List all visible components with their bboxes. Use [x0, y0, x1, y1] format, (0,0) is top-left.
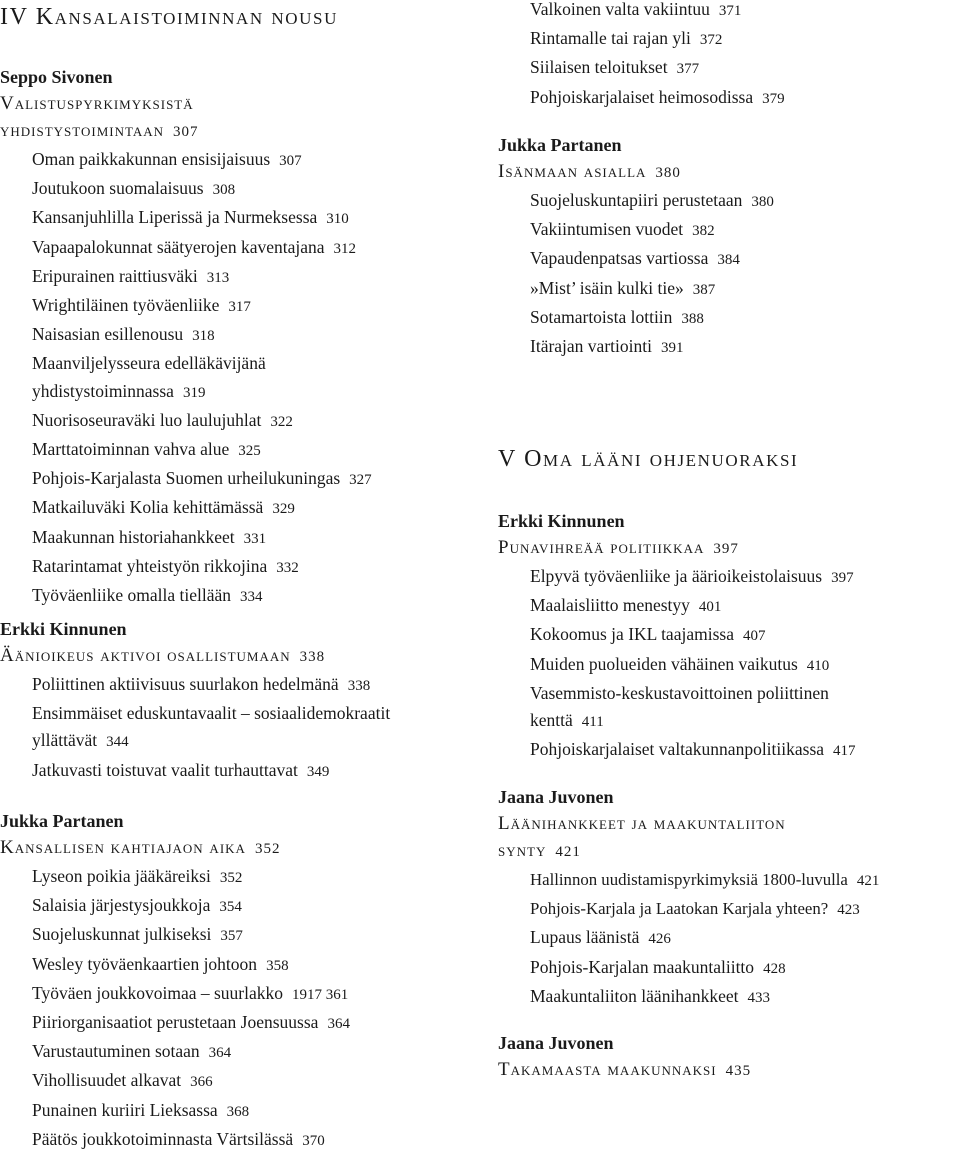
- toc-entry[interactable]: Muiden puolueiden vähäinen vaikutus 410: [530, 653, 830, 674]
- toc-section: [498, 132, 774, 362]
- toc-entry[interactable]: Itärajan vartiointi 391: [530, 336, 684, 357]
- toc-entry[interactable]: Kokoomus ja IKL taajamissa 407: [530, 624, 766, 645]
- toc-entry[interactable]: Joutukoon suomalaisuus 308: [32, 178, 236, 199]
- toc-entry[interactable]: Kansanjuhlilla Liperissä ja Nurmeksessa 310: [32, 207, 349, 228]
- entry-list: [498, 187, 774, 362]
- toc-section: [498, 784, 879, 1012]
- toc-entry[interactable]: Oman paikkakunnan ensisijaisuus 307: [32, 149, 302, 169]
- toc-entry[interactable]: Marttatoiminnan vahva alue 325: [32, 439, 261, 460]
- toc-entry[interactable]: Pohjois-Karjalan maakuntaliitto 428: [530, 956, 786, 977]
- author-name: Jukka Partanen: [0, 811, 124, 831]
- entry-list: [498, 866, 879, 1012]
- toc-entry[interactable]: Nuorisoseuraväki luo laulujuhlat 322: [32, 409, 293, 430]
- toc-entry[interactable]: Poliittinen aktiivisuus suurlakon hedelmänä 338: [32, 674, 371, 694]
- toc-entry[interactable]: Pohjois-Karjala ja Laatokan Karjala yhteen? 423: [530, 899, 860, 919]
- toc-entry[interactable]: Valkoinen valta vakiintuu 371: [530, 0, 742, 19]
- toc-entry[interactable]: Wesley työväenkaartien johtoon 358: [32, 953, 289, 974]
- chapter-title: Kansallisen kahtiajaon aika 352: [0, 837, 281, 858]
- page-number: 421: [555, 844, 581, 860]
- toc-entry[interactable]: kenttä 411: [530, 710, 604, 731]
- author-name: Seppo Sivonen: [0, 67, 113, 87]
- entry-list: [498, 563, 856, 765]
- entry-list: [530, 0, 785, 113]
- toc-entry[interactable]: Maakunnan historiahankkeet 331: [32, 526, 267, 547]
- toc-entry[interactable]: Päätös joukkotoiminnasta Värtsilässä 370: [32, 1128, 325, 1149]
- author-name: Jukka Partanen: [498, 135, 622, 155]
- toc-entry[interactable]: Salaisia järjestysjoukkoja 354: [32, 895, 242, 916]
- toc-entry[interactable]: Wrightiläinen työväenliike 317: [32, 295, 251, 316]
- toc-section: [498, 508, 856, 765]
- toc-entry[interactable]: Matkailuväki Kolia kehittämässä 329: [32, 497, 295, 518]
- toc-section: [0, 64, 372, 611]
- entry-list: [0, 863, 350, 1155]
- author-name: Erkki Kinnunen: [498, 511, 625, 531]
- toc-entry[interactable]: Ensimmäiset eduskuntavaalit – sosiaalidemokraatit: [32, 703, 391, 724]
- chapter-title: Läänihankkeet ja maakuntaliiton: [498, 813, 786, 834]
- toc-entry[interactable]: Ratarintamat yhteistyön rikkojina 332: [32, 555, 299, 576]
- toc-entry[interactable]: Pohjoiskarjalaiset valtakunnanpolitiikassa 417: [530, 739, 856, 760]
- toc-entry[interactable]: Piiriorganisaatiot perustetaan Joensuussa 364: [32, 1012, 350, 1033]
- toc-entry[interactable]: Punainen kuriiri Lieksassa 368: [32, 1099, 250, 1120]
- chapter-title: Punavihreää politiikkaa 397: [498, 537, 739, 558]
- toc-entry[interactable]: yllättävät 344: [32, 730, 129, 751]
- toc-section: [498, 1030, 751, 1085]
- page-number: 352: [254, 841, 281, 857]
- toc-entry[interactable]: Jatkuvasti toistuvat vaalit turhauttavat 349: [32, 759, 330, 780]
- toc-entry[interactable]: Lupaus läänistä 426: [530, 927, 671, 948]
- author-name: Jaana Juvonen: [498, 1033, 614, 1053]
- toc-entry[interactable]: Työväenliike omalla tiellään 334: [32, 585, 263, 606]
- toc-entry[interactable]: Vapaudenpatsas vartiossa 384: [530, 248, 740, 269]
- toc-entry[interactable]: Eripurainen raittiusväki 313: [32, 265, 230, 286]
- toc-entry[interactable]: Varustautuminen sotaan 364: [32, 1041, 232, 1062]
- part-title: V Oma lääni ohjenuoraksi: [498, 446, 799, 472]
- toc-entry[interactable]: Sotamartoista lottiin 388: [530, 306, 704, 327]
- toc-entry[interactable]: »Mist’ isäin kulki tie» 387: [530, 277, 716, 298]
- toc-entry[interactable]: Maanviljelysseura edelläkävijänä: [32, 353, 266, 374]
- toc-entry[interactable]: Vihollisuudet alkavat 366: [32, 1070, 213, 1091]
- toc-entry[interactable]: Suojeluskuntapiiri perustetaan 380: [530, 190, 774, 210]
- toc-section: [0, 616, 390, 786]
- page-number: 397: [713, 541, 739, 557]
- toc-entry[interactable]: Vakiintumisen vuodet 382: [530, 219, 715, 240]
- page-number: 338: [299, 649, 326, 665]
- toc-entry[interactable]: Vapaapalokunnat säätyerojen kaventajana 312: [32, 236, 357, 257]
- page-number: 380: [655, 165, 681, 181]
- toc-entry[interactable]: Työväen joukkovoimaa – suurlakko 1917 361: [32, 982, 349, 1003]
- toc-entry[interactable]: Pohjois-Karjalasta Suomen urheilukuningas 327: [32, 468, 372, 489]
- toc-entry[interactable]: Maalaisliitto menestyy 401: [530, 595, 722, 616]
- toc-entry[interactable]: Vasemmisto-keskustavoittoinen poliittinen: [530, 682, 829, 703]
- toc-entry[interactable]: Elpyvä työväenliike ja äärioikeistolaisuus 397: [530, 566, 854, 586]
- chapter-title: yhdistystoimintaan 307: [0, 120, 199, 141]
- toc-entry[interactable]: Pohjoiskarjalaiset heimosodissa 379: [530, 86, 785, 107]
- toc-entry[interactable]: Lyseon poikia jääkäreiksi 352: [32, 866, 243, 886]
- chapter-title: Äänioikeus aktivoi osallistumaan 338: [0, 645, 326, 666]
- entry-list: [0, 146, 372, 611]
- page-number: 307: [173, 124, 199, 140]
- chapter-title: Isänmaan asialla 380: [498, 161, 681, 182]
- toc-section: [0, 808, 350, 1155]
- toc-entry[interactable]: Maakuntaliiton läänihankkeet 433: [530, 985, 770, 1006]
- chapter-title: synty 421: [498, 840, 581, 861]
- author-name: Erkki Kinnunen: [0, 619, 127, 639]
- chapter-title: Valistuspyrkimyksistä: [0, 93, 194, 114]
- page-number: 435: [725, 1063, 752, 1079]
- part-title: IV Kansalaistoiminnan nousu: [0, 4, 338, 30]
- toc-entry[interactable]: Hallinnon uudistamispyrkimyksiä 1800-luvulla 421: [530, 870, 880, 889]
- chapter-title: Takamaasta maakunnaksi 435: [498, 1059, 752, 1080]
- entry-list: [0, 671, 390, 786]
- toc-entry[interactable]: Suojeluskunnat julkiseksi 357: [32, 924, 243, 945]
- toc-entry[interactable]: Naisasian esillenousu 318: [32, 324, 215, 345]
- toc-entry[interactable]: yhdistystoiminnassa 319: [32, 380, 206, 401]
- author-name: Jaana Juvonen: [498, 787, 614, 807]
- toc-entry[interactable]: Siilaisen teloitukset 377: [530, 57, 700, 78]
- toc-entry[interactable]: Rintamalle tai rajan yli 372: [530, 28, 723, 49]
